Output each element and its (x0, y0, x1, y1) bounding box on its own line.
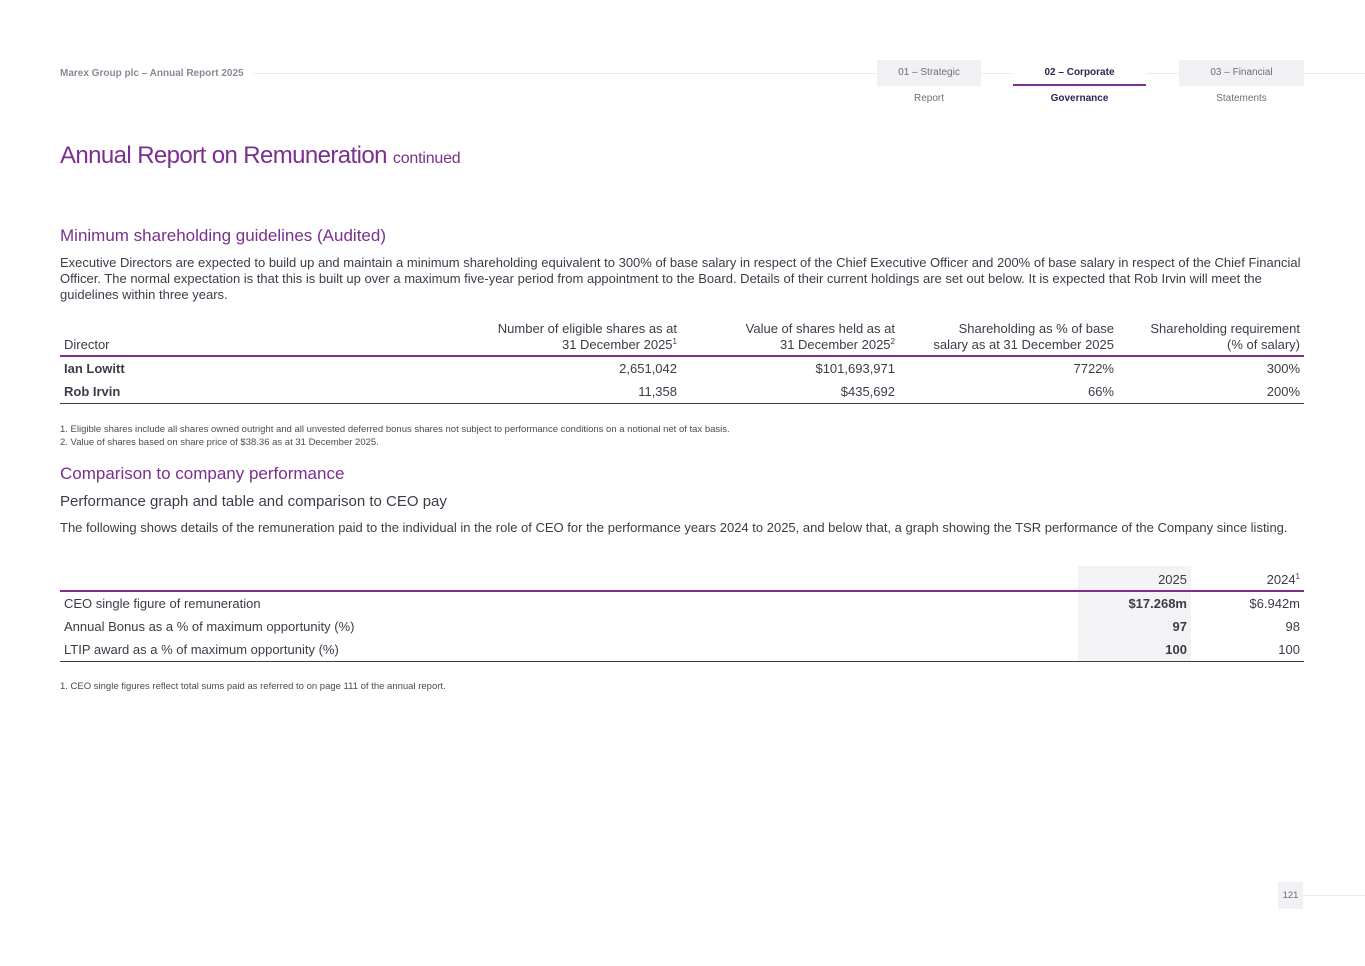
col-share-value-line1: Value of shares held as at (745, 321, 895, 336)
comparison-subheading: Performance graph and table and comparison to CEO pay (60, 493, 447, 510)
page-title-suffix: continued (392, 150, 461, 167)
report-brand: Marex Group plc – Annual Report 2025 (60, 68, 244, 79)
col-eligible-shares (398, 321, 681, 356)
value-2024: $6.942m (1249, 596, 1300, 611)
footer-divider (1303, 895, 1365, 896)
col-eligible-shares-line1: Number of eligible shares as at (497, 321, 677, 336)
footnote-ref-1: 1 (672, 337, 677, 346)
value-2025: 100 (1078, 638, 1191, 662)
col-share-value (681, 321, 899, 356)
col-measure (60, 566, 1078, 591)
value-2025: $17.268m (1078, 591, 1191, 615)
measure-label: CEO single figure of remuneration (64, 596, 261, 611)
ceo-pay-footnote: 1. CEO single figures reflect total sums paid as referred to on page 111 of the annual report. (60, 681, 446, 692)
table-row (60, 638, 1304, 662)
shareholding-heading: Minimum shareholding guidelines (Audited) (60, 226, 387, 245)
col-shareholding-pct-line2: salary as at 31 December 2025 (933, 337, 1114, 352)
shareholding-table (60, 321, 1304, 404)
col-eligible-shares-line2: 31 December 2025 (561, 337, 673, 352)
value-2024: 98 (1285, 619, 1300, 634)
footnote-ref-ceo: 1 (1295, 572, 1300, 581)
eligible-shares: 2,651,042 (619, 361, 677, 376)
value-2024: 100 (1278, 642, 1300, 657)
director-name: Rob Irvin (64, 384, 121, 399)
table-row (60, 615, 1304, 638)
col-2024-label: 2024 (1266, 572, 1296, 587)
shareholding-pct: 7722% (1073, 361, 1114, 376)
page-title (60, 142, 461, 170)
ceo-pay-table-header (60, 566, 1304, 591)
col-shareholding-requirement (1118, 321, 1304, 356)
shareholding-requirement: 300% (1266, 361, 1300, 376)
comparison-heading: Comparison to company performance (60, 464, 345, 483)
table-row (60, 591, 1304, 615)
page-number: 121 (1278, 882, 1303, 909)
col-requirement-line1: Shareholding requirement (1150, 321, 1300, 336)
shareholding-intro: Executive Directors are expected to build up and maintain a minimum shareholding equivalent to 300% of base salary in respect of the Chief Executive Officer and 200% of base salary in respect of the Chief Financial Officer. The normal expectation is that this is built up over a maximum five-year period from appointment to the Board. Details of their current holdings are set out below. It is expected that Rob Irvin will meet the guidelines within three years. (60, 255, 1301, 302)
tab-corporate-governance[interactable]: 02 – Corporate Governance (1013, 60, 1146, 86)
director-name: Ian Lowitt (64, 361, 125, 376)
shareholding-table-header (60, 321, 1304, 356)
shareholding-footnote-2: 2. Value of shares based on share price of $38.36 as at 31 December 2025. (60, 437, 379, 448)
comparison-intro: The following shows details of the remuneration paid to the individual in the role of CEO for the performance years 2024 to 2025, and below that, a graph showing the TSR performance of the Company since listing. (60, 520, 1288, 535)
measure-label: LTIP award as a % of maximum opportunity (%) (64, 642, 339, 657)
tab-financial-statements[interactable]: 03 – Financial Statements (1179, 60, 1304, 86)
page-title-text: Annual Report on Remuneration (60, 142, 387, 169)
value-2025: 97 (1078, 615, 1191, 638)
shareholding-requirement: 200% (1266, 384, 1300, 399)
col-2024 (1191, 566, 1304, 591)
share-value: $101,693,971 (815, 361, 895, 376)
share-value: $435,692 (840, 384, 895, 399)
footnote-ref-2: 2 (890, 337, 895, 346)
table-row (60, 380, 1304, 404)
tab-strategic-report[interactable]: 01 – Strategic Report (877, 60, 981, 86)
shareholding-footnote-1: 1. Eligible shares include all shares owned outright and all unvested deferred bonus shares not subject to performance conditions on a notional net of tax basis. (60, 424, 730, 435)
col-2025: 2025 (1078, 566, 1191, 591)
table-row (60, 356, 1304, 380)
col-share-value-line2: 31 December 2025 (779, 337, 891, 352)
col-requirement-line2: (% of salary) (1227, 337, 1300, 352)
eligible-shares: 11,358 (638, 384, 677, 399)
shareholding-pct: 66% (1087, 384, 1114, 399)
col-shareholding-pct-line1: Shareholding as % of base (958, 321, 1114, 336)
col-shareholding-pct (899, 321, 1118, 356)
measure-label: Annual Bonus as a % of maximum opportunity (%) (64, 619, 355, 634)
col-director: Director (64, 337, 110, 352)
ceo-pay-table (60, 566, 1304, 662)
